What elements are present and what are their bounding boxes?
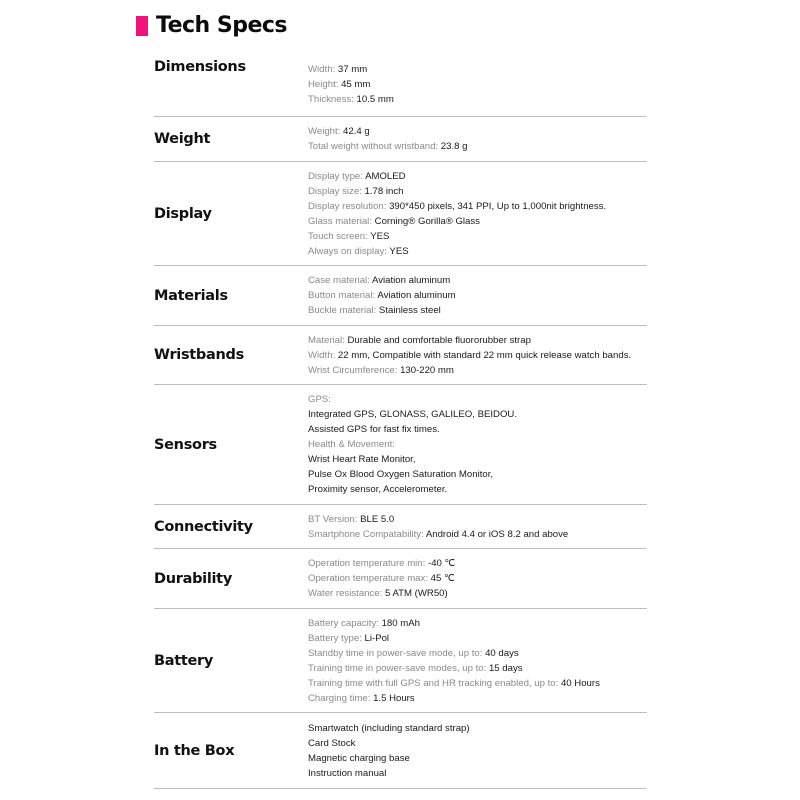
- spec-label: Case material:: [308, 275, 370, 286]
- spec-value: 42.4 g: [343, 126, 370, 137]
- spec-section-connectivity: [154, 505, 647, 549]
- spec-category: Battery: [154, 652, 214, 669]
- spec-label: Touch screen:: [308, 230, 368, 242]
- spec-lines: [308, 556, 647, 601]
- spec-value: Aviation aluminum: [372, 275, 451, 286]
- spec-line: [308, 169, 647, 184]
- spec-label: Water resistance:: [308, 588, 383, 599]
- spec-label: BT Version:: [308, 513, 358, 525]
- spec-lines: [308, 55, 647, 107]
- spec-sublabel: GPS:: [308, 394, 331, 405]
- spec-value: AMOLED: [365, 170, 406, 182]
- spec-label: Total weight without wristband:: [308, 141, 439, 152]
- spec-label: Width:: [308, 349, 336, 361]
- spec-lines: [308, 333, 647, 378]
- spec-value: 37 mm: [337, 64, 368, 75]
- spec-value: -40 ℃: [428, 558, 456, 569]
- spec-value: 5 ATM (WR50): [384, 588, 448, 599]
- spec-value: YES: [370, 230, 390, 242]
- spec-line: [308, 199, 647, 214]
- spec-label: Training time in power-save modes, up to:: [308, 662, 487, 674]
- spec-value: 45 ℃: [430, 573, 455, 584]
- spec-line: [308, 273, 647, 288]
- spec-line: [308, 92, 647, 107]
- spec-value: 40 Hours: [560, 677, 600, 689]
- spec-value: YES: [389, 245, 409, 257]
- spec-line: [308, 631, 647, 646]
- spec-line: [308, 244, 647, 259]
- spec-label: Operation temperature min:: [308, 558, 426, 569]
- spec-line: [308, 527, 647, 542]
- spec-value: 23.8 g: [440, 141, 468, 152]
- spec-line: [308, 616, 647, 631]
- spec-line: [308, 288, 647, 303]
- spec-value: 40 days: [485, 647, 519, 659]
- spec-section-weight: [154, 117, 647, 162]
- spec-line: [308, 571, 647, 586]
- spec-value: BLE 5.0: [360, 513, 395, 525]
- spec-section-in-the-box: [154, 713, 647, 789]
- spec-label: Thickness:: [308, 94, 354, 105]
- spec-category: Materials: [154, 287, 228, 304]
- spec-category: Durability: [154, 570, 232, 587]
- spec-section-battery: [154, 609, 647, 713]
- spec-value: 15 days: [488, 662, 523, 674]
- spec-value: Durable and comfortable fluororubber strap: [347, 334, 531, 346]
- spec-label: Always on display:: [308, 245, 387, 257]
- spec-section-sensors: [154, 385, 647, 505]
- spec-text: Magnetic charging base: [308, 752, 410, 764]
- spec-value: 1.5 Hours: [373, 692, 415, 704]
- spec-line: [308, 586, 647, 601]
- spec-value: 22 mm, Compatible with standard 22 mm quick release watch bands.: [337, 349, 632, 361]
- spec-line: [308, 214, 647, 229]
- spec-line: [308, 512, 647, 527]
- spec-category: Wristbands: [154, 347, 244, 363]
- spec-value: 45 mm: [341, 79, 371, 90]
- spec-label: Smartphone Compatability:: [308, 528, 424, 540]
- spec-label: Training time with full GPS and HR tracking enabled, up to:: [308, 677, 559, 689]
- spec-label: Material:: [308, 334, 345, 346]
- spec-line: [308, 363, 647, 378]
- spec-category: Sensors: [154, 436, 217, 453]
- spec-section-display: [154, 162, 647, 266]
- spec-section-wristbands: [154, 326, 647, 385]
- spec-value: 10.5 mm: [356, 94, 394, 105]
- spec-label: Width:: [308, 64, 336, 75]
- spec-value: 130-220 mm: [400, 364, 454, 376]
- spec-value: Stainless steel: [378, 305, 441, 316]
- spec-line: [308, 124, 647, 139]
- spec-line: [308, 139, 647, 154]
- spec-section-dimensions: [154, 55, 647, 117]
- spec-lines: [308, 392, 647, 497]
- spec-line: [308, 691, 647, 706]
- spec-line: [308, 77, 647, 92]
- spec-label: Weight:: [308, 126, 341, 137]
- spec-label: Charging time:: [308, 692, 371, 704]
- spec-text: Wrist Heart Rate Monitor,: [308, 454, 416, 465]
- spec-line: [308, 676, 647, 691]
- spec-label: Button material:: [308, 290, 376, 301]
- page-header: [136, 10, 287, 40]
- spec-lines: [308, 616, 647, 706]
- spec-category: Display: [154, 205, 212, 222]
- spec-value: Aviation aluminum: [377, 290, 456, 301]
- spec-category: Dimensions: [154, 59, 246, 75]
- spec-line: [308, 661, 647, 676]
- spec-text: Card Stock: [308, 737, 356, 749]
- spec-category: Weight: [154, 131, 211, 147]
- spec-label: Battery type:: [308, 632, 362, 644]
- spec-value: Li-Pol: [364, 632, 390, 644]
- spec-table: [154, 55, 647, 789]
- spec-line: [308, 646, 647, 661]
- spec-value: 390*450 pixels, 341 PPI, Up to 1,000nit brightness.: [389, 200, 607, 212]
- spec-text: Instruction manual: [308, 767, 387, 779]
- spec-label: Operation temperature max:: [308, 573, 428, 584]
- spec-lines: [308, 169, 647, 259]
- spec-line: [308, 229, 647, 244]
- spec-label: Display type:: [308, 170, 363, 182]
- spec-label: Height:: [308, 79, 339, 90]
- spec-value: Android 4.4 or iOS 8.2 and above: [425, 528, 569, 540]
- spec-line: [308, 333, 647, 348]
- spec-text: Proximity sensor, Accelerometer.: [308, 484, 448, 495]
- spec-label: Battery capacity:: [308, 617, 379, 629]
- spec-lines: [308, 273, 647, 318]
- spec-lines: [308, 721, 647, 781]
- spec-lines: [308, 512, 647, 542]
- spec-text: Pulse Ox Blood Oxygen Saturation Monitor,: [308, 469, 494, 480]
- spec-label: Standby time in power-save mode, up to:: [308, 647, 483, 659]
- spec-lines: [308, 124, 647, 154]
- spec-label: Buckle material:: [308, 305, 377, 316]
- spec-sublabel: Health & Movement:: [308, 439, 395, 450]
- spec-line: [308, 348, 647, 363]
- page-title: Tech Specs: [156, 12, 288, 38]
- spec-label: Glass material:: [308, 215, 372, 227]
- spec-value: 180 mAh: [381, 617, 420, 629]
- spec-value: 1.78 inch: [364, 185, 404, 197]
- spec-category: In the Box: [154, 742, 235, 759]
- spec-label: Display size:: [308, 185, 362, 197]
- spec-label: Display resolution:: [308, 200, 387, 212]
- spec-text: Assisted GPS for fast fix times.: [308, 424, 440, 435]
- spec-section-materials: [154, 266, 647, 326]
- accent-bar: [136, 16, 148, 36]
- spec-line: [308, 62, 647, 77]
- spec-text: Smartwatch (including standard strap): [308, 722, 470, 734]
- spec-line: [308, 303, 647, 318]
- spec-value: Corning® Gorilla® Glass: [374, 215, 480, 227]
- spec-line: [308, 184, 647, 199]
- spec-label: Wrist Circumference:: [308, 364, 398, 376]
- spec-category: Connectivity: [154, 518, 253, 535]
- spec-section-durability: [154, 549, 647, 609]
- spec-text: Integrated GPS, GLONASS, GALILEO, BEIDOU.: [308, 409, 518, 420]
- spec-line: [308, 556, 647, 571]
